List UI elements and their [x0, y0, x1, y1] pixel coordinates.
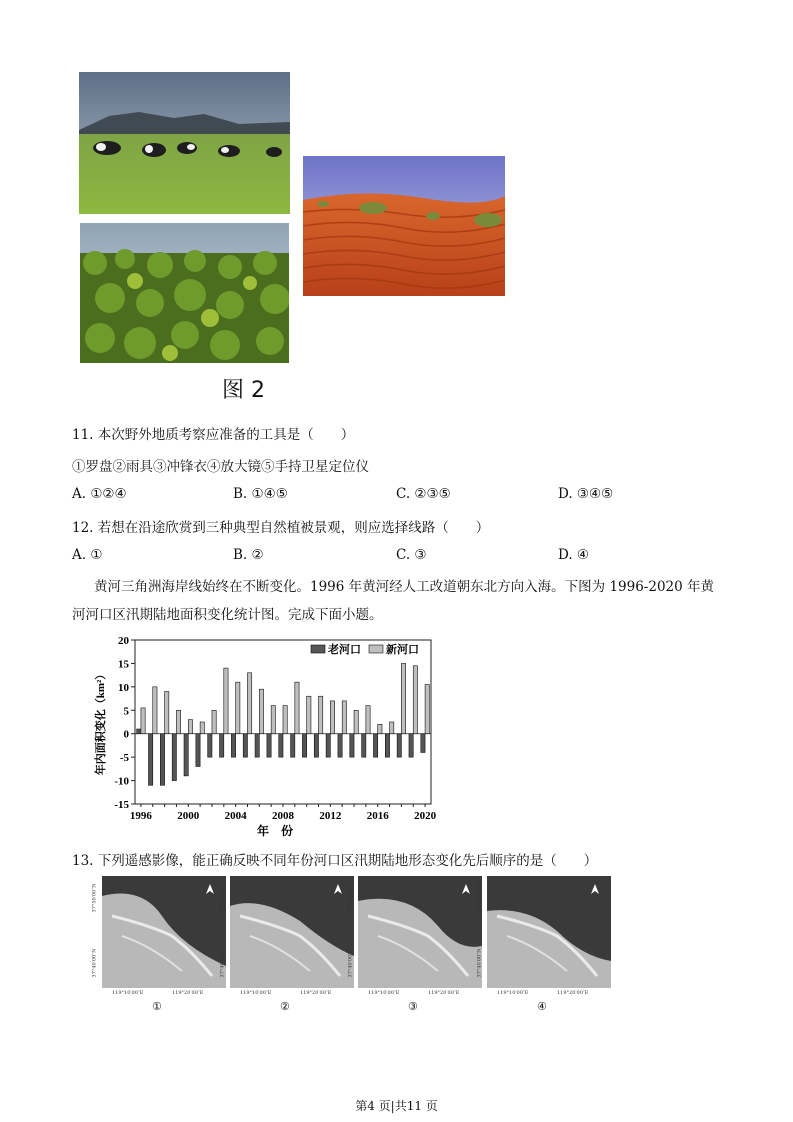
y-tick-label: 10	[118, 681, 129, 694]
passage-line-2: 河河口区汛期陆地面积变化统计图。完成下面小题。	[72, 607, 383, 623]
q12-option-d[interactable]: D. ④	[558, 547, 590, 563]
latitude-tick: 37°50′00″N	[219, 883, 226, 913]
bar-new-mouth	[342, 701, 346, 734]
legend-swatch	[311, 645, 325, 653]
passage-line-1: 黄河三角洲海岸线始终在不断变化。1996 年黄河经人工改道朝东北方向入海。下图为 1996-2020 年黄	[94, 579, 715, 595]
bar-new-mouth	[153, 687, 157, 734]
x-tick-label: 2004	[224, 810, 247, 822]
q12-option-b[interactable]: B. ②	[233, 547, 264, 563]
legend-label: 新河口	[386, 644, 419, 656]
bar-new-mouth	[307, 696, 311, 733]
latitude-tick: 37°50′00″N	[91, 883, 98, 913]
question-11-stem: 11. 本次野外地质考察应准备的工具是（ ）	[72, 427, 355, 443]
remote-sensing-panel-label: ①	[152, 1000, 162, 1013]
bar-old-mouth	[255, 734, 259, 757]
desert-dunes-photo	[303, 156, 505, 296]
q11-option-b[interactable]: B. ①④⑤	[233, 486, 288, 502]
remote-sensing-panel-label: ④	[537, 1000, 547, 1013]
legend-label: 老河口	[328, 644, 361, 656]
bar-new-mouth	[165, 692, 169, 734]
latitude-tick: 37°50′00″N	[347, 883, 354, 913]
q12-option-c[interactable]: C. ③	[396, 547, 427, 563]
y-tick-label: 5	[123, 705, 129, 718]
bar-old-mouth	[350, 734, 354, 757]
bar-new-mouth	[283, 706, 287, 734]
x-tick-label: 2016	[366, 810, 389, 822]
bar-old-mouth	[196, 734, 200, 767]
bar-old-mouth	[421, 734, 425, 753]
bar-new-mouth	[224, 668, 228, 734]
longitude-tick: 119°10′00″E	[368, 990, 400, 996]
q12-option-a[interactable]: A. ①	[72, 547, 103, 563]
bar-new-mouth	[271, 706, 275, 734]
legend-swatch	[369, 645, 383, 653]
question-11-items: ①罗盘②雨具③冲锋衣④放大镜⑤手持卫星定位仪	[72, 459, 369, 475]
y-tick-label: 20	[118, 635, 129, 647]
page-footer: 第4 页|共11 页	[355, 1099, 438, 1113]
bar-old-mouth	[208, 734, 212, 757]
bar-new-mouth	[236, 682, 240, 734]
bar-new-mouth	[413, 666, 417, 734]
y-tick-label: 0	[123, 728, 129, 741]
bar-old-mouth	[160, 734, 164, 786]
bar-new-mouth	[247, 673, 251, 734]
bar-new-mouth	[330, 701, 334, 734]
bar-old-mouth	[172, 734, 176, 781]
y-tick-label: -15	[114, 799, 129, 811]
x-tick-label: 2008	[272, 810, 294, 822]
bar-old-mouth	[302, 734, 306, 757]
latitude-tick: 37°50′00″N	[476, 883, 483, 913]
longitude-tick: 119°10′00″E	[112, 990, 144, 996]
bar-old-mouth	[385, 734, 389, 757]
question-12-stem: 12. 若想在沿途欣赏到三种典型自然植被景观，则应选择线路（ ）	[72, 520, 490, 536]
longitude-tick: 119°20′00″E	[557, 990, 589, 996]
longitude-tick: 119°20′00″E	[172, 990, 204, 996]
y-tick-label: -10	[114, 775, 129, 788]
bar-new-mouth	[259, 689, 263, 734]
bar-new-mouth	[366, 706, 370, 734]
latitude-tick: 37°40′00″N	[347, 948, 354, 978]
bar-new-mouth	[200, 722, 204, 734]
bar-old-mouth	[220, 734, 224, 757]
x-tick-label: 2000	[177, 810, 200, 822]
bar-new-mouth	[378, 724, 382, 733]
bar-new-mouth	[319, 696, 323, 733]
bar-new-mouth	[354, 710, 358, 733]
q11-option-a[interactable]: A. ①②④	[72, 486, 127, 502]
figure-2-label: 图 2	[222, 378, 265, 403]
bar-new-mouth	[176, 710, 180, 733]
bar-new-mouth	[425, 685, 429, 734]
bar-new-mouth	[188, 720, 192, 734]
y-tick-label: -5	[119, 752, 129, 765]
bar-old-mouth	[148, 734, 152, 786]
remote-sensing-panel	[487, 876, 611, 988]
forest-canopy-photo	[80, 223, 289, 363]
bar-new-mouth	[390, 722, 394, 734]
question-13-stem: 13. 下列遥感影像，能正确反映不同年份河口区汛期陆地形态变化先后顺序的是（ ）	[72, 853, 598, 869]
bar-old-mouth	[267, 734, 271, 757]
bar-old-mouth	[314, 734, 318, 757]
x-tick-label: 2020	[414, 810, 437, 822]
remote-sensing-panel	[230, 876, 354, 988]
latitude-tick: 37°40′00″N	[91, 948, 98, 978]
passage	[72, 573, 722, 629]
bar-old-mouth	[137, 729, 141, 734]
longitude-tick: 119°10′00″E	[497, 990, 529, 996]
q11-option-d[interactable]: D. ③④⑤	[558, 486, 614, 502]
longitude-tick: 119°20′00″E	[300, 990, 332, 996]
bar-old-mouth	[409, 734, 413, 757]
pasture-cows-photo	[79, 72, 290, 214]
bar-old-mouth	[279, 734, 283, 757]
remote-sensing-panel-label: ③	[408, 1000, 418, 1013]
bar-new-mouth	[141, 708, 145, 734]
latitude-tick: 37°40′00″N	[219, 948, 226, 978]
bar-old-mouth	[397, 734, 401, 757]
area-change-bar-chart	[92, 632, 442, 842]
bar-old-mouth	[243, 734, 247, 757]
x-axis-label: 年 份	[256, 824, 294, 838]
bar-old-mouth	[291, 734, 295, 757]
remote-sensing-panel	[102, 876, 226, 988]
remote-sensing-panel	[358, 876, 482, 988]
y-axis-label: 年内面积变化（km²）	[95, 668, 107, 776]
remote-sensing-panel-label: ②	[280, 1000, 290, 1013]
y-tick-label: 15	[118, 658, 129, 671]
longitude-tick: 119°20′00″E	[428, 990, 460, 996]
bar-old-mouth	[373, 734, 377, 757]
q11-option-c[interactable]: C. ②③⑤	[396, 486, 451, 502]
x-tick-label: 2012	[319, 810, 342, 822]
bar-new-mouth	[295, 682, 299, 734]
bar-old-mouth	[362, 734, 366, 757]
bar-old-mouth	[231, 734, 235, 757]
bar-old-mouth	[338, 734, 342, 757]
x-tick-label: 1996	[129, 810, 152, 822]
bar-new-mouth	[401, 663, 405, 733]
longitude-tick: 119°10′00″E	[240, 990, 272, 996]
bar-old-mouth	[326, 734, 330, 757]
latitude-tick: 37°40′00″N	[476, 948, 483, 978]
bar-new-mouth	[212, 710, 216, 733]
bar-old-mouth	[184, 734, 188, 776]
